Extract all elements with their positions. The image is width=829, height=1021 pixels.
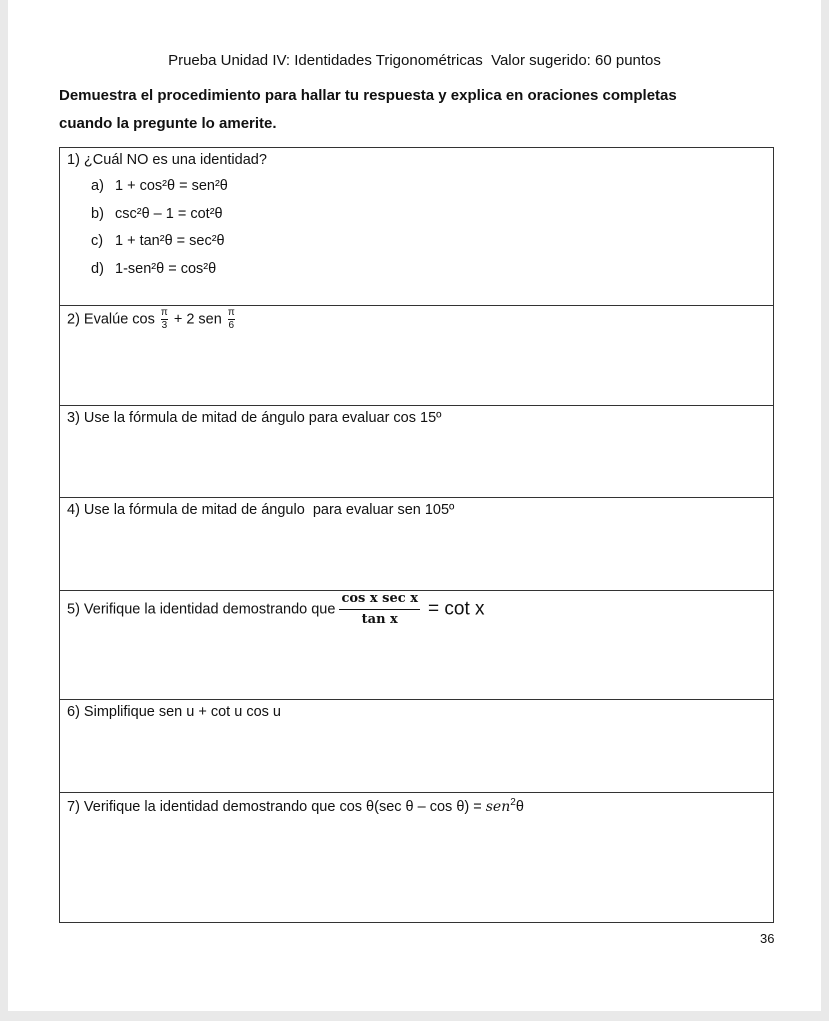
- question-1: [60, 148, 773, 306]
- identity-fraction-bar: [339, 609, 420, 610]
- question-3-text: 3) Use la fórmula de mitad de ángulo para evaluar cos 15º: [67, 410, 442, 426]
- question-7-rhs-exponent: 2: [510, 797, 516, 808]
- question-2-middle: + 2 sen: [173, 311, 222, 328]
- option-a-text: 1 + cos²θ = sen²θ: [115, 178, 228, 194]
- question-7-rhs-theta: θ: [515, 798, 524, 815]
- question-5: [60, 591, 773, 700]
- option-b-text: csc²θ – 1 = cot²θ: [115, 205, 223, 222]
- identity-fraction-numerator: cos x sec x: [341, 591, 418, 606]
- test-value: Valor sugerido: 60 puntos: [491, 52, 661, 69]
- option-d-letter: d): [91, 260, 104, 277]
- question-5-prefix: 5) Verifique la identidad demostrando que: [67, 601, 336, 618]
- question-6: [60, 700, 773, 793]
- question-6-text: 6) Simplifique sen u + cot u cos u: [67, 704, 281, 720]
- document-page: [8, 0, 821, 1011]
- question-3: [60, 406, 773, 498]
- option-d-text: 1-sen²θ = cos²θ: [115, 260, 217, 277]
- fraction-pi-over-3: [161, 308, 168, 331]
- option-b-letter: b): [91, 205, 104, 222]
- question-7-rhs-function: sen: [485, 798, 511, 815]
- question-7-prefix: 7) Verifique la identidad demostrando que cos θ(sec θ – cos θ) =: [67, 798, 482, 815]
- identity-fraction-denominator: tan x: [361, 612, 398, 627]
- question-2-prefix: 2) Evalúe cos: [67, 311, 155, 328]
- question-1-options: [91, 176, 773, 286]
- fraction-2-numerator: π: [227, 307, 235, 318]
- test-title: Prueba Unidad IV: Identidades Trigonométricas: [168, 52, 483, 69]
- instructions: [59, 82, 739, 138]
- fraction-pi-over-6: [228, 308, 235, 331]
- identity-fraction: [339, 591, 420, 628]
- fraction-2-denominator: 6: [228, 320, 235, 331]
- option-c: [91, 231, 773, 259]
- option-c-letter: c): [91, 233, 104, 249]
- question-7: [60, 793, 773, 923]
- option-a-letter: a): [91, 178, 104, 194]
- question-2: [60, 306, 773, 406]
- questions-table: [59, 147, 774, 923]
- question-1-text: 1) ¿Cuál NO es una identidad?: [67, 152, 267, 168]
- option-c-text: 1 + tan²θ = sec²θ: [115, 233, 225, 249]
- option-a: [91, 176, 773, 204]
- test-header: [8, 52, 821, 69]
- question-4: [60, 498, 773, 591]
- instructions-line-2: cuando la pregunte lo amerite.: [59, 115, 277, 132]
- page-number: 36: [760, 931, 775, 946]
- option-d: [91, 259, 773, 287]
- fraction-1-numerator: π: [160, 307, 168, 318]
- question-5-suffix: = cot x: [428, 598, 485, 620]
- question-4-text: 4) Use la fórmula de mitad de ángulo para evaluar sen 105º: [67, 502, 455, 518]
- fraction-1-denominator: 3: [161, 320, 168, 331]
- option-b: [91, 204, 773, 232]
- instructions-line-1: Demuestra el procedimiento para hallar tu respuesta y explica en oraciones completas: [59, 87, 677, 104]
